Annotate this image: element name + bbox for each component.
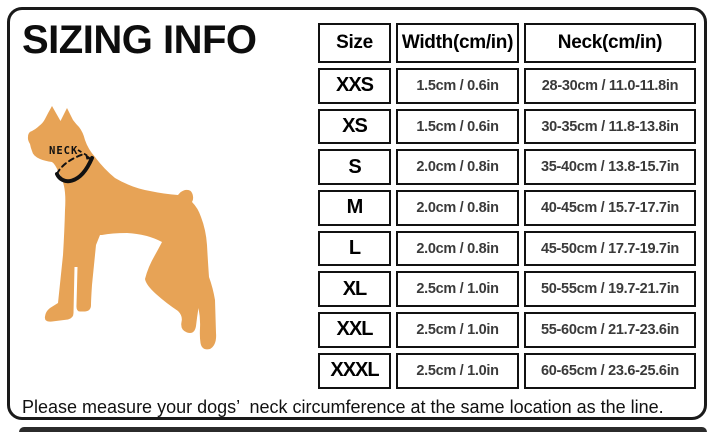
neck-value: 40-45cm / 15.7-17.7in: [524, 190, 696, 226]
width-value: 2.0cm / 0.8in: [396, 231, 519, 267]
size-label: XXS: [318, 68, 391, 104]
width-value: 2.0cm / 0.8in: [396, 190, 519, 226]
size-label: S: [318, 149, 391, 185]
width-value: 2.5cm / 1.0in: [396, 353, 519, 389]
measurement-note: Please measure your dogs’ neck circumference at the same location as the line.: [22, 397, 664, 417]
col-header-size: Size: [318, 23, 391, 63]
col-header-neck: Neck(cm/in): [524, 23, 696, 63]
page-title: SIZING INFO: [22, 18, 257, 62]
neck-label: NECK: [49, 145, 79, 157]
neck-value: 60-65cm / 23.6-25.6in: [524, 353, 696, 389]
dog-illustration: [12, 95, 242, 395]
sizing-table: [318, 23, 696, 389]
neck-value: 50-55cm / 19.7-21.7in: [524, 271, 696, 307]
size-label: L: [318, 231, 391, 267]
bottom-edge-band: [19, 427, 707, 432]
neck-value: 35-40cm / 13.8-15.7in: [524, 149, 696, 185]
dog-silhouette: [28, 106, 216, 349]
neck-value: 55-60cm / 21.7-23.6in: [524, 312, 696, 348]
width-value: 1.5cm / 0.6in: [396, 109, 519, 145]
width-value: 2.0cm / 0.8in: [396, 149, 519, 185]
width-value: 2.5cm / 1.0in: [396, 312, 519, 348]
neck-value: 45-50cm / 17.7-19.7in: [524, 231, 696, 267]
neck-value: 30-35cm / 11.8-13.8in: [524, 109, 696, 145]
size-label: XXXL: [318, 353, 391, 389]
width-value: 1.5cm / 0.6in: [396, 68, 519, 104]
size-label: XS: [318, 109, 391, 145]
size-label: M: [318, 190, 391, 226]
size-label: XXL: [318, 312, 391, 348]
col-header-width: Width(cm/in): [396, 23, 519, 63]
width-value: 2.5cm / 1.0in: [396, 271, 519, 307]
neck-value: 28-30cm / 11.0-11.8in: [524, 68, 696, 104]
size-label: XL: [318, 271, 391, 307]
